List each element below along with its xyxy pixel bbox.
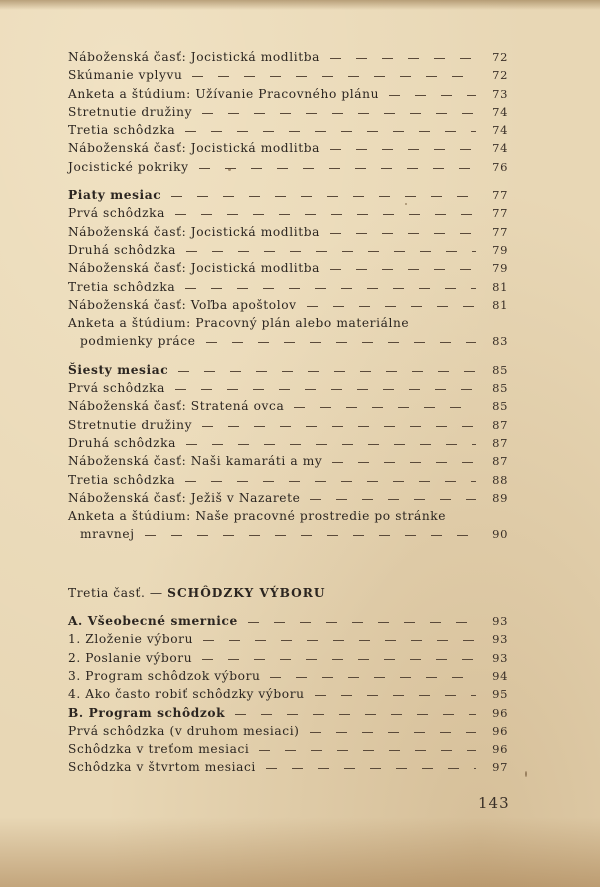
dash-leader [330, 264, 476, 272]
toc-entry [68, 742, 508, 760]
toc-entry-label: Náboženská časť: Jocistická modlitba [68, 141, 320, 156]
toc-section [68, 188, 508, 353]
dash-leader [203, 635, 476, 643]
toc-entry [68, 280, 508, 298]
dash-leader [192, 71, 476, 79]
toc-entry-page: 88 [492, 472, 508, 487]
toc-entry-page: 96 [492, 742, 508, 757]
toc-entry-label: Prvá schôdzka [68, 381, 165, 396]
toc-entry-page: 87 [492, 417, 508, 432]
toc-entry-label-continued: mravnej [80, 527, 135, 542]
toc-entry-page: 93 [492, 650, 508, 665]
dash-leader [178, 366, 476, 374]
paper-speck [525, 771, 527, 777]
toc-entry-label: Náboženská časť: Jocistická modlitba [68, 261, 320, 276]
toc-entry-page: 74 [492, 104, 508, 119]
toc-entry-label-continued: podmienky práce [80, 334, 196, 349]
toc-entry-label: Náboženská časť: Voľba apoštolov [68, 297, 297, 312]
dash-leader [270, 672, 476, 680]
dash-leader [171, 191, 476, 199]
toc-entry-page: 90 [492, 527, 508, 542]
dash-leader [186, 439, 476, 447]
toc-entry-label: Schôdzka v štvrtom mesiaci [68, 760, 256, 775]
toc-entry-label: Schôdzka v treťom mesiaci [68, 742, 250, 757]
toc-entry-label: A. Všeobecné smernice [68, 614, 238, 629]
page-top-edge [0, 0, 600, 10]
dash-leader [248, 617, 476, 625]
toc-entry-page: 85 [492, 399, 508, 414]
dash-leader [175, 209, 476, 217]
toc-entry [68, 105, 508, 123]
section-gap [68, 178, 508, 188]
toc-entry-page: 85 [492, 362, 508, 377]
toc-entry-label: Druhá schôdzka [68, 435, 176, 450]
toc-entry-label: Stretnutie družiny [68, 417, 193, 432]
toc-heading [68, 706, 508, 724]
dash-leader [145, 530, 476, 538]
section-gap [68, 353, 508, 363]
toc-entry [68, 243, 508, 261]
toc-entry-page: 72 [492, 68, 508, 83]
toc-entry [68, 760, 508, 778]
toc-entry [68, 418, 508, 436]
toc-entry-page: 77 [492, 224, 508, 239]
toc-entry-label: Tretia schôdzka [68, 123, 176, 138]
toc-entry-label: Náboženská časť: Naši kamaráti a my [68, 454, 323, 469]
toc-section [68, 50, 508, 178]
page-number: 143 [478, 794, 510, 812]
dash-leader [310, 494, 476, 502]
toc-entry-page: 89 [492, 490, 508, 505]
toc-entry [68, 669, 508, 687]
dash-leader [310, 727, 476, 735]
toc-entry-page: 77 [492, 206, 508, 221]
toc-entry-page: 79 [492, 242, 508, 257]
dash-leader [202, 654, 476, 662]
part-title: SCHÔDZKY VÝBORU [167, 585, 326, 600]
toc-entry-label: Náboženská časť: Jocistická modlitba [68, 50, 320, 64]
toc-entry [68, 632, 508, 650]
toc-heading [68, 363, 508, 381]
toc-entry-page: 77 [492, 188, 508, 203]
toc-entry-page: 87 [492, 454, 508, 469]
toc-entry-page: 79 [492, 261, 508, 276]
toc-entry-label: Prvá schôdzka [68, 206, 165, 221]
toc-entry [68, 687, 508, 705]
dash-leader [330, 228, 476, 236]
toc-entry-label: Jocistické pokriky [68, 159, 189, 174]
dash-leader [235, 709, 476, 717]
toc-entry-label: Piaty mesiac [68, 188, 162, 203]
toc-entry-page: 74 [492, 141, 508, 156]
toc-entry-page: 76 [492, 159, 508, 174]
toc-entry-label: Anketa a štúdium: Užívanie Pracovného plánu [68, 86, 380, 101]
toc-entry-label: Skúmanie vplyvu [68, 68, 183, 83]
toc-entry-page: 81 [492, 279, 508, 294]
toc-entry [68, 491, 508, 509]
toc-entry-page: 95 [492, 687, 508, 702]
dash-leader [307, 301, 476, 309]
part-heading [68, 586, 508, 604]
toc-entry [68, 87, 508, 105]
toc-heading [68, 614, 508, 632]
toc-entry-label: 4. Ako často robiť schôdzky výboru [68, 687, 305, 702]
toc-entry-page: 94 [492, 668, 508, 683]
toc-entry [68, 436, 508, 454]
toc-entry [68, 50, 508, 68]
dash-leader [259, 745, 476, 753]
toc-entry-page: 72 [492, 50, 508, 64]
toc-entry-page: 93 [492, 632, 508, 647]
toc-entry-label: Anketa a štúdium: Pracovný plán alebo materiálne [68, 316, 410, 331]
dash-leader [266, 763, 476, 771]
toc-entry-label: B. Program schôdzok [68, 705, 226, 720]
dash-leader [206, 337, 476, 345]
toc-entry [68, 399, 508, 417]
toc-entry-label: Náboženská časť: Jocistická modlitba [68, 224, 320, 239]
toc-entry [68, 298, 508, 316]
toc-entry-page: 93 [492, 614, 508, 629]
toc-entry [68, 261, 508, 279]
dash-leader [315, 690, 476, 698]
dash-leader [294, 402, 476, 410]
toc-entry-label: Prvá schôdzka (v druhom mesiaci) [68, 723, 300, 738]
section-gap [68, 604, 508, 614]
dash-leader [389, 90, 476, 98]
dash-leader [185, 476, 476, 484]
toc-entry-page: 85 [492, 381, 508, 396]
toc-entry [68, 316, 508, 353]
toc-entry-label: Druhá schôdzka [68, 242, 176, 257]
toc-entry-label: Tretia schôdzka [68, 279, 176, 294]
toc-entry [68, 206, 508, 224]
toc-entry-label: 2. Poslanie výboru [68, 650, 193, 665]
toc-entry-page: 73 [492, 86, 508, 101]
toc-entry [68, 123, 508, 141]
dash-leader [185, 126, 476, 134]
toc-section [68, 363, 508, 546]
dash-leader [330, 144, 476, 152]
toc-entry [68, 724, 508, 742]
dash-leader [185, 283, 476, 291]
toc-entry-label: 3. Program schôdzok výboru [68, 668, 261, 683]
toc-entry [68, 651, 508, 669]
toc-entry-label: Šiesty mesiac [68, 362, 169, 377]
toc-entry-page: 96 [492, 723, 508, 738]
toc-entry-page: 83 [492, 334, 508, 349]
dash-leader [175, 384, 476, 392]
dash-leader [199, 163, 476, 171]
toc-entry-page: 87 [492, 435, 508, 450]
toc-entry-label: Tretia schôdzka [68, 472, 176, 487]
dash-leader [202, 421, 476, 429]
toc-entry-label: 1. Zloženie výboru [68, 632, 194, 647]
toc-entry [68, 141, 508, 159]
dash-leader [186, 246, 476, 254]
toc-entry-label: Náboženská časť: Stratená ovca [68, 399, 285, 414]
table-of-contents [68, 50, 508, 779]
toc-entry [68, 160, 508, 178]
toc-entry-continuation [68, 334, 508, 352]
toc-entry-label: Náboženská časť: Ježiš v Nazarete [68, 490, 301, 505]
part-gap [68, 546, 508, 586]
dash-leader [202, 108, 476, 116]
toc-entry [68, 225, 508, 243]
toc-entry [68, 381, 508, 399]
toc-section [68, 614, 508, 779]
part-prefix: Tretia časť. — [68, 585, 163, 600]
toc-entry [68, 473, 508, 491]
dash-leader [330, 53, 476, 61]
toc-entry [68, 454, 508, 472]
toc-entry [68, 509, 508, 546]
toc-entry [68, 68, 508, 86]
toc-entry-page: 96 [492, 705, 508, 720]
toc-entry-label: Stretnutie družiny [68, 104, 193, 119]
page-bottom-edge [0, 817, 600, 887]
toc-entry-continuation [68, 527, 508, 545]
dash-leader [332, 457, 476, 465]
toc-entry-page: 74 [492, 123, 508, 138]
toc-entry-page: 97 [492, 760, 508, 775]
toc-entry-page: 81 [492, 297, 508, 312]
toc-heading [68, 188, 508, 206]
toc-entry-label: Anketa a štúdium: Naše pracovné prostredie po stránke [68, 509, 447, 524]
